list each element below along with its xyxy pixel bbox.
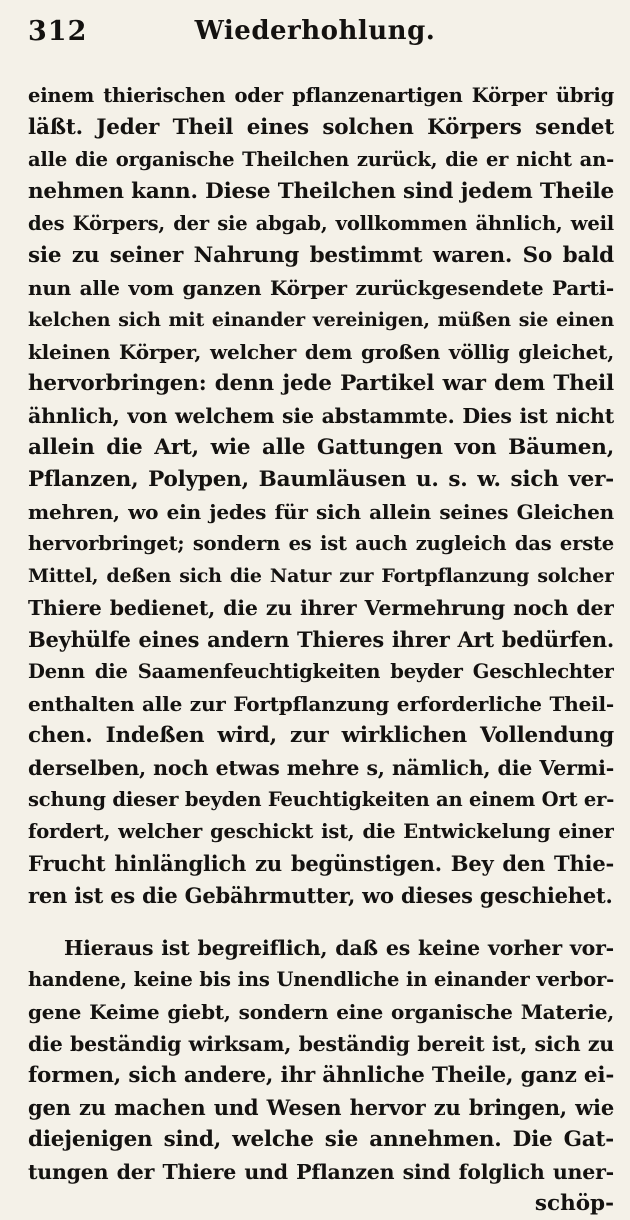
page-number: 312 xyxy=(28,16,88,47)
text-line: alle die organische Theilchen zurück, die er nicht an- xyxy=(28,148,614,171)
text-line: Pflanzen, Polypen, Baumläusen u. s. w. sich ver- xyxy=(28,467,614,492)
text-line: nun alle vom ganzen Körper zurückgesendete Parti- xyxy=(28,276,614,300)
text-line: allein die Art, wie alle Gattungen von Bäumen, xyxy=(28,435,614,460)
paragraph-gap xyxy=(28,912,614,932)
text-line: mehren, wo ein jedes für sich allein seines Gleichen xyxy=(28,500,614,524)
text-line: enthalten alle zur Fortpflanzung erforderliche Theil- xyxy=(28,692,614,716)
text-line: ren ist es die Gebährmutter, wo dieses geschiehet. xyxy=(28,883,613,908)
text-line: gen zu machen und Wesen hervor zu bringen, wie xyxy=(28,1095,614,1120)
body-text xyxy=(28,80,614,1220)
text-line: hervorbringen: denn jede Partikel war dem Theil xyxy=(28,371,614,396)
text-line: nehmen kann. Diese Theilchen sind jedem Theile xyxy=(28,179,614,204)
text-line: Hieraus ist begreiflich, daß es keine vorher vor- xyxy=(64,936,614,960)
paragraph xyxy=(28,80,614,912)
text-line: Beyhülfe eines andern Thieres ihrer Art bedürfen. xyxy=(28,627,614,652)
paragraph xyxy=(28,932,614,1188)
catchword: schöp- xyxy=(534,1191,614,1216)
text-line: einem thierischen oder pflanzenartigen Körper übrig xyxy=(28,84,614,107)
text-line: läßt. Jeder Theil eines solchen Körpers sendet xyxy=(28,115,614,140)
text-line: die beständig wirksam, beständig bereit ist, sich zu xyxy=(28,1032,614,1056)
text-line: Denn die Saamenfeuchtigkeiten beyder Geschlechter xyxy=(28,660,614,683)
text-line: des Körpers, der sie abgab, vollkommen ähnlich, weil xyxy=(28,212,614,235)
text-line: kelchen sich mit einander vereinigen, müßen sie einen xyxy=(28,309,614,331)
text-line: Thiere bedienet, die zu ihrer Vermehrung noch der xyxy=(28,596,614,620)
text-line: tungen der Thiere und Pflanzen sind folglich uner- xyxy=(28,1160,614,1184)
text-line: sie zu seiner Nahrung bestimmt waren. So bald xyxy=(28,243,614,268)
text-line: hervorbringet; sondern es ist auch zugleich das erste xyxy=(28,532,614,555)
text-line: fordert, welcher geschickt ist, die Entwickelung einer xyxy=(28,820,614,843)
text-line: chen. Indeßen wird, zur wirklichen Vollendung xyxy=(28,723,614,748)
text-line: diejenigen sind, welche sie annehmen. Die Gat- xyxy=(28,1127,614,1152)
text-line: Mittel, deßen sich die Natur zur Fortpflanzung solcher xyxy=(28,565,614,587)
text-line: Frucht hinlänglich zu begünstigen. Bey den Thie- xyxy=(28,851,614,876)
text-line: ähnlich, von welchem sie abstammte. Dies ist nicht xyxy=(28,404,614,428)
text-line: gene Keime giebt, sondern eine organische Materie, xyxy=(28,1000,614,1024)
text-line: schung dieser beyden Feuchtigkeiten an einem Ort er- xyxy=(28,788,614,811)
text-line: kleinen Körper, welcher dem großen völlig gleichet, xyxy=(28,340,614,364)
page-header xyxy=(0,14,630,54)
running-head: Wiederhohlung. xyxy=(194,16,436,46)
text-line: handene, keine bis ins Unendliche in einander verbor- xyxy=(28,968,614,991)
text-line: derselben, noch etwas mehre s, nämlich, die Vermi- xyxy=(28,756,614,780)
text-line: formen, sich andere, ihr ähnliche Theile, ganz ei- xyxy=(28,1063,614,1088)
